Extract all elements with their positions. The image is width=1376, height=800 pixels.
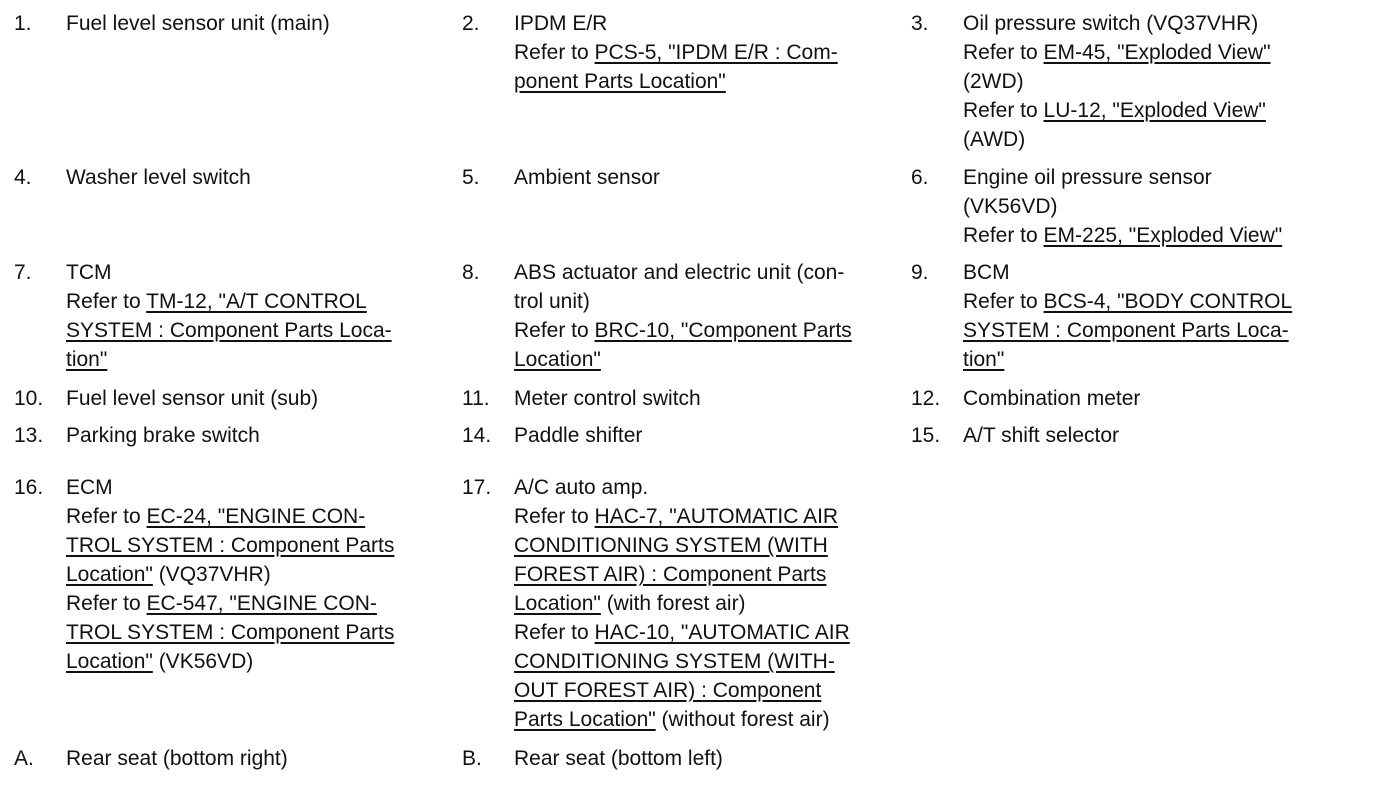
entry-line bbox=[514, 531, 850, 560]
entry-text: Rear seat (bottom left) bbox=[514, 747, 723, 770]
entry-text: (VK56VD) bbox=[152, 650, 254, 673]
entry-content bbox=[66, 163, 251, 192]
entry-text: (VQ37VHR) bbox=[152, 563, 271, 586]
entry-number: A. bbox=[14, 747, 34, 770]
entry-text: (with forest air) bbox=[600, 592, 746, 615]
entry-text: ECM bbox=[66, 476, 113, 499]
entry-content bbox=[514, 384, 701, 413]
entry-line bbox=[66, 473, 394, 502]
reference-link[interactable]: EM-225, "Exploded View" bbox=[1043, 224, 1283, 247]
entry-text: Rear seat (bottom right) bbox=[66, 747, 288, 770]
entry-content bbox=[66, 473, 394, 676]
entry-line bbox=[514, 258, 852, 287]
reference-link[interactable]: HAC-7, "AUTOMATIC AIR bbox=[594, 505, 839, 528]
reference-link[interactable]: BRC-10, "Component Parts bbox=[594, 319, 852, 342]
entry-line bbox=[514, 618, 850, 647]
reference-link[interactable]: PCS-5, "IPDM E/R : Com- bbox=[594, 41, 838, 64]
entry-line bbox=[66, 316, 392, 345]
entry-number: 12. bbox=[911, 387, 941, 410]
entry-line bbox=[514, 473, 850, 502]
entry-text: Engine oil pressure sensor bbox=[963, 166, 1212, 189]
entry-text: Refer to bbox=[514, 319, 595, 342]
entry-text: BCM bbox=[963, 261, 1010, 284]
entry-line bbox=[514, 589, 850, 618]
entry-line bbox=[66, 421, 260, 450]
entry-text: Refer to bbox=[963, 99, 1044, 122]
entry-line bbox=[514, 705, 850, 734]
reference-link[interactable]: OUT FOREST AIR) : Component bbox=[514, 679, 822, 702]
entry-line bbox=[514, 316, 852, 345]
reference-link[interactable]: TROL SYSTEM : Component Parts bbox=[66, 621, 395, 644]
entry-line bbox=[963, 221, 1282, 250]
entry-content bbox=[963, 9, 1271, 154]
entry-text: Refer to bbox=[514, 621, 595, 644]
entry-line bbox=[963, 258, 1292, 287]
entry-line bbox=[963, 421, 1119, 450]
entry-content bbox=[963, 258, 1292, 374]
entry-content bbox=[514, 421, 642, 450]
entry-text: A/C auto amp. bbox=[514, 476, 649, 499]
entry-number: 7. bbox=[14, 261, 32, 284]
entry-content bbox=[66, 384, 318, 413]
entry-line bbox=[66, 9, 330, 38]
entry-line bbox=[963, 345, 1292, 374]
reference-link[interactable]: CONDITIONING SYSTEM (WITH bbox=[514, 534, 828, 557]
entry-text: Combination meter bbox=[963, 387, 1141, 410]
entry-line bbox=[66, 589, 394, 618]
entry-text: Refer to bbox=[66, 592, 147, 615]
entry-number: 2. bbox=[462, 12, 480, 35]
entry-text: Oil pressure switch (VQ37VHR) bbox=[963, 12, 1259, 35]
entry-line bbox=[66, 502, 394, 531]
entry-text: Fuel level sensor unit (main) bbox=[66, 12, 330, 35]
entry-line bbox=[963, 67, 1271, 96]
entry-content bbox=[963, 421, 1119, 450]
entry-text: TCM bbox=[66, 261, 112, 284]
entry-line bbox=[66, 531, 394, 560]
entry-number: 4. bbox=[14, 166, 32, 189]
entry-line bbox=[963, 125, 1271, 154]
entry-line bbox=[963, 38, 1271, 67]
entry-line bbox=[66, 618, 394, 647]
entry-line bbox=[66, 258, 392, 287]
entry-text: IPDM E/R bbox=[514, 12, 608, 35]
entry-text: trol unit) bbox=[514, 290, 590, 313]
entry-text: (2WD) bbox=[963, 70, 1024, 93]
reference-link[interactable]: TM-12, "A/T CONTROL bbox=[146, 290, 367, 313]
entry-number: 16. bbox=[14, 476, 44, 499]
entry-number: 10. bbox=[14, 387, 44, 410]
reference-link[interactable]: FOREST AIR) : Component Parts bbox=[514, 563, 827, 586]
reference-link[interactable]: SYSTEM : Component Parts Loca- bbox=[963, 319, 1289, 342]
entry-content bbox=[514, 163, 660, 192]
reference-link[interactable]: SYSTEM : Component Parts Loca- bbox=[66, 319, 392, 342]
entry-number: 3. bbox=[911, 12, 929, 35]
entry-content bbox=[514, 258, 852, 374]
entry-number: 1. bbox=[14, 12, 32, 35]
entry-text: (VK56VD) bbox=[963, 195, 1058, 218]
reference-link[interactable]: CONDITIONING SYSTEM (WITH- bbox=[514, 650, 835, 673]
entry-line bbox=[514, 67, 838, 96]
entry-number: 13. bbox=[14, 424, 44, 447]
entry-line bbox=[514, 421, 642, 450]
entry-content bbox=[963, 163, 1282, 250]
reference-link[interactable]: EM-45, "Exploded View" bbox=[1043, 41, 1271, 64]
entry-number: B. bbox=[462, 747, 482, 770]
reference-link[interactable]: EC-547, "ENGINE CON- bbox=[146, 592, 377, 615]
entry-text: Ambient sensor bbox=[514, 166, 660, 189]
entry-text: (without forest air) bbox=[655, 708, 830, 731]
entry-text: Parking brake switch bbox=[66, 424, 260, 447]
reference-link[interactable]: Parts Location" bbox=[514, 708, 656, 731]
entry-text: Refer to bbox=[66, 505, 147, 528]
entry-text: Paddle shifter bbox=[514, 424, 643, 447]
entry-line bbox=[514, 345, 852, 374]
reference-link[interactable]: TROL SYSTEM : Component Parts bbox=[66, 534, 395, 557]
entry-line bbox=[66, 287, 392, 316]
entry-content bbox=[66, 258, 392, 374]
entry-line bbox=[963, 287, 1292, 316]
entry-line bbox=[963, 316, 1292, 345]
entry-number: 11. bbox=[462, 387, 490, 410]
reference-link[interactable]: tion" bbox=[66, 348, 108, 371]
entry-text: A/T shift selector bbox=[963, 424, 1120, 447]
entry-line bbox=[66, 384, 318, 413]
reference-link[interactable]: EC-24, "ENGINE CON- bbox=[146, 505, 366, 528]
entry-text: Refer to bbox=[514, 505, 595, 528]
reference-link[interactable]: BCS-4, "BODY CONTROL bbox=[1043, 290, 1293, 313]
reference-link[interactable]: ponent Parts Location" bbox=[514, 70, 726, 93]
reference-link[interactable]: Location" bbox=[66, 563, 153, 586]
entry-line bbox=[514, 9, 838, 38]
entry-line bbox=[514, 502, 850, 531]
entry-text: Meter control switch bbox=[514, 387, 701, 410]
entry-number: 8. bbox=[462, 261, 480, 284]
entry-line bbox=[514, 744, 723, 773]
reference-link[interactable]: tion" bbox=[963, 348, 1005, 371]
entry-line bbox=[66, 560, 394, 589]
entry-line bbox=[514, 384, 701, 413]
entry-text: (AWD) bbox=[963, 128, 1026, 151]
entry-line bbox=[66, 345, 392, 374]
entry-line bbox=[514, 163, 660, 192]
entry-number: 14. bbox=[462, 424, 492, 447]
entry-content bbox=[963, 384, 1140, 413]
reference-link[interactable]: HAC-10, "AUTOMATIC AIR bbox=[594, 621, 850, 644]
entry-content bbox=[514, 473, 850, 734]
entry-text: Refer to bbox=[514, 41, 595, 64]
entry-text: Fuel level sensor unit (sub) bbox=[66, 387, 319, 410]
entry-line bbox=[963, 9, 1271, 38]
entry-content bbox=[66, 421, 260, 450]
entry-content bbox=[514, 744, 723, 773]
entry-number: 17. bbox=[462, 476, 492, 499]
entry-line bbox=[66, 744, 288, 773]
entry-content bbox=[66, 9, 330, 38]
reference-link[interactable]: LU-12, "Exploded View" bbox=[1043, 99, 1266, 122]
entry-text: Refer to bbox=[66, 290, 147, 313]
entry-line bbox=[963, 384, 1140, 413]
reference-link[interactable]: Location" bbox=[66, 650, 153, 673]
reference-link[interactable]: Location" bbox=[514, 348, 601, 371]
entry-line bbox=[514, 647, 850, 676]
entry-text: Refer to bbox=[963, 224, 1044, 247]
entry-line bbox=[963, 192, 1282, 221]
entry-number: 6. bbox=[911, 166, 929, 189]
entry-text: ABS actuator and electric unit (con- bbox=[514, 261, 845, 284]
entry-text: Refer to bbox=[963, 41, 1044, 64]
entry-number: 9. bbox=[911, 261, 929, 284]
entry-line bbox=[514, 560, 850, 589]
entry-line bbox=[514, 38, 838, 67]
reference-link[interactable]: Location" bbox=[514, 592, 601, 615]
entry-line bbox=[66, 647, 394, 676]
entry-line bbox=[66, 163, 251, 192]
entry-line bbox=[514, 287, 852, 316]
entry-number: 15. bbox=[911, 424, 941, 447]
entry-line bbox=[514, 676, 850, 705]
entry-line bbox=[963, 163, 1282, 192]
entry-line bbox=[963, 96, 1271, 125]
entry-number: 5. bbox=[462, 166, 480, 189]
entry-content bbox=[66, 744, 288, 773]
entry-text: Refer to bbox=[963, 290, 1044, 313]
entry-text: Washer level switch bbox=[66, 166, 251, 189]
entry-content bbox=[514, 9, 838, 96]
